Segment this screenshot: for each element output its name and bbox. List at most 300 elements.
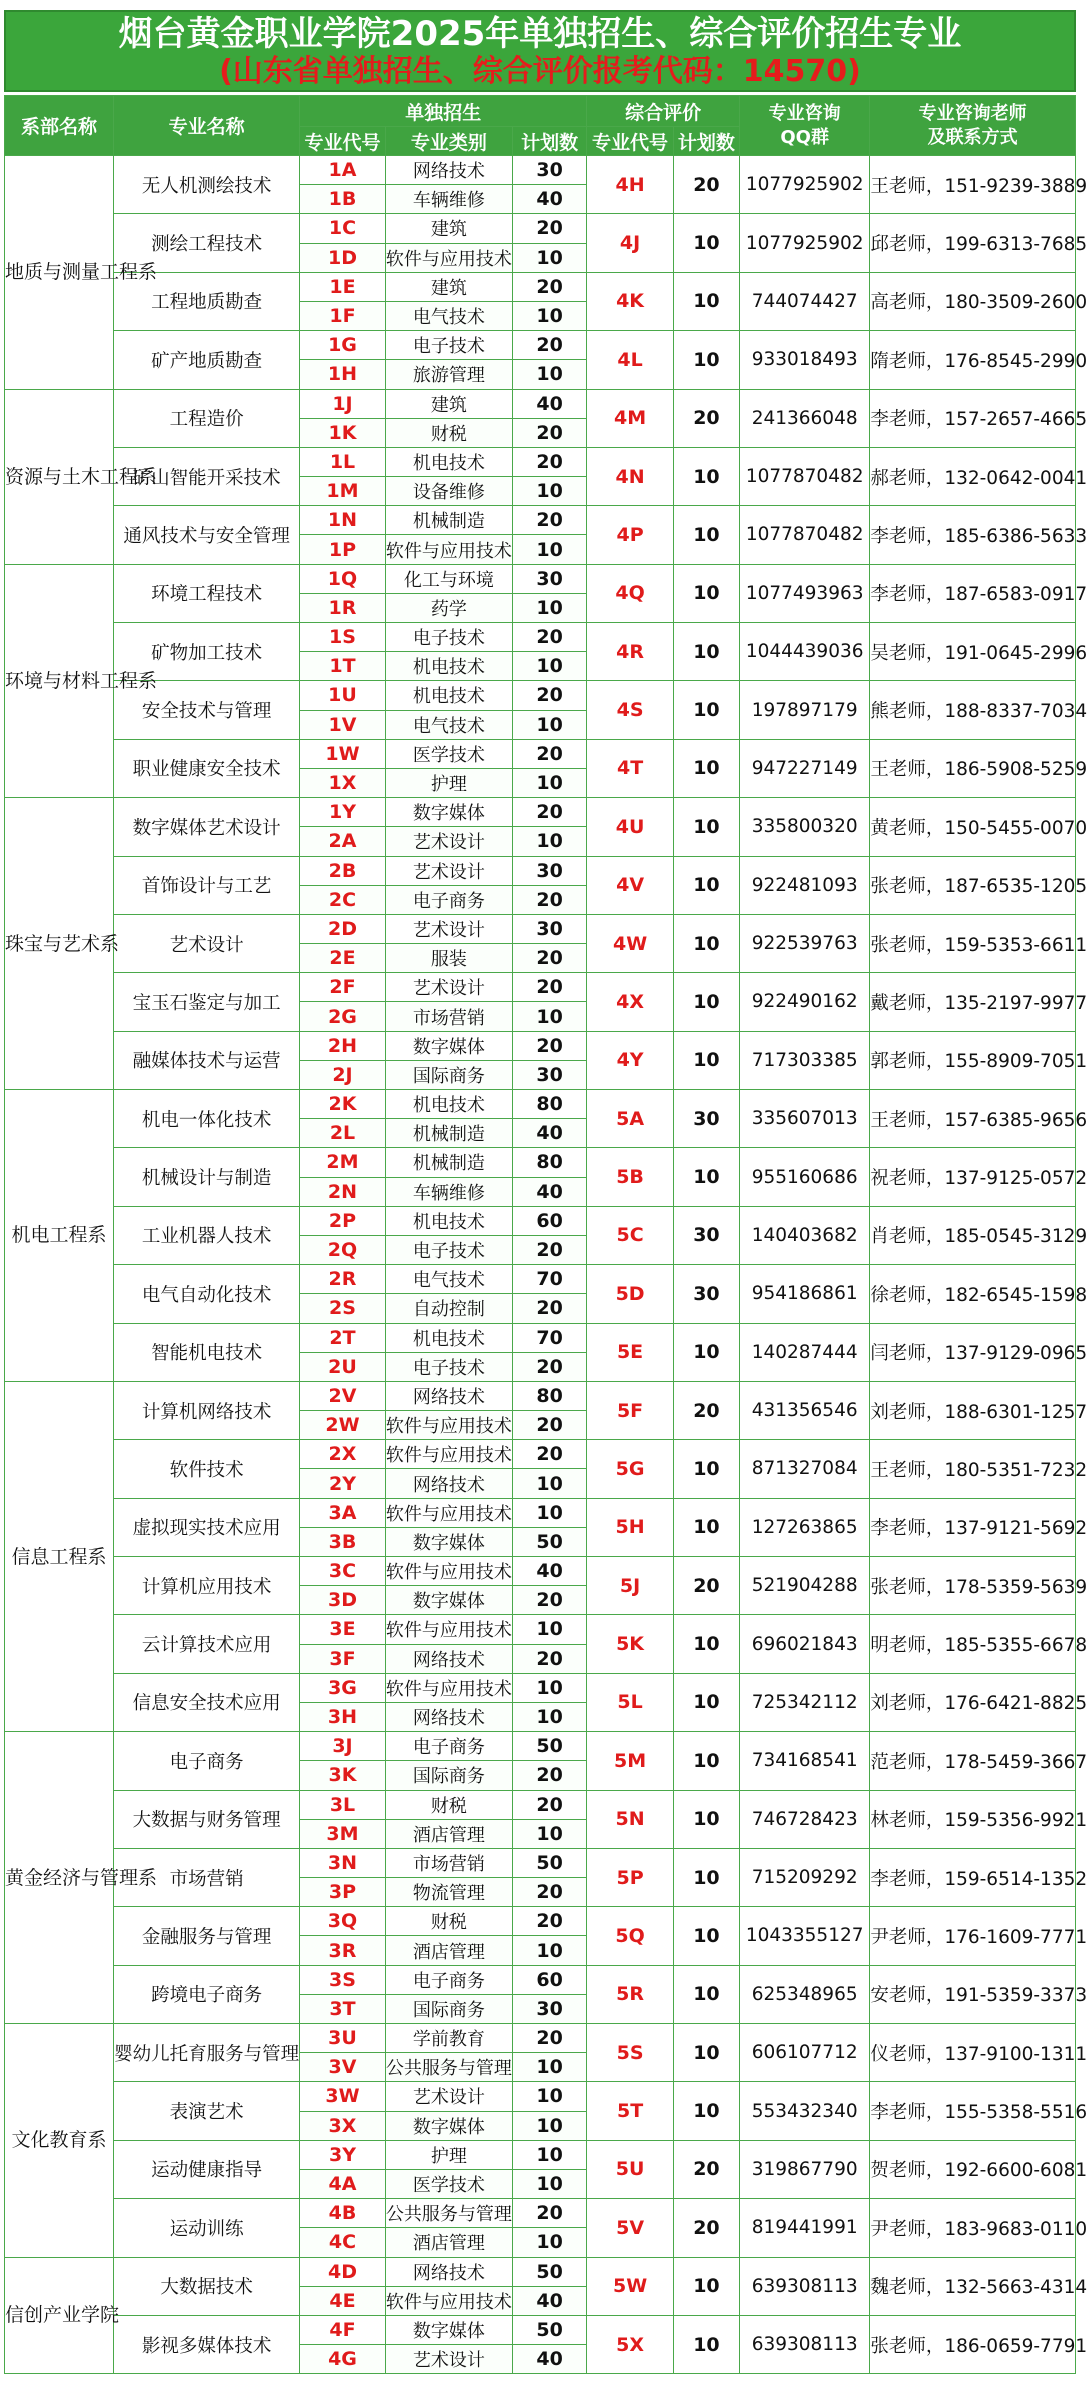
comp-code: 5P (587, 1848, 674, 1906)
single-plan: 20 (512, 1031, 586, 1060)
comp-code: 5J (587, 1557, 674, 1615)
single-plan: 60 (512, 1206, 586, 1235)
comp-plan: 10 (673, 798, 739, 856)
col-dept: 系部名称 (5, 96, 114, 156)
col-teacher (870, 96, 1076, 156)
table-row (5, 2199, 1076, 2228)
comp-code: 5G (587, 1440, 674, 1498)
teacher-contact: 黄老师，150-5455-0070 (870, 798, 1076, 856)
single-code: 4C (300, 2228, 386, 2257)
single-category: 机械制造 (385, 1119, 512, 1148)
page-subtitle: (山东省单独招生、综合评价报考代码：14570) (219, 54, 861, 89)
department-name: 资源与土木工程系 (5, 389, 114, 564)
teacher-contact: 郝老师，132-0642-0041 (870, 447, 1076, 505)
comp-plan: 20 (673, 1381, 739, 1439)
single-code: 3N (300, 1848, 386, 1877)
single-category: 软件与应用技术 (385, 1411, 512, 1440)
single-code: 3M (300, 1819, 386, 1848)
single-category: 网络技术 (385, 156, 512, 185)
single-plan: 10 (512, 2169, 586, 2198)
major-name: 运动健康指导 (113, 2140, 299, 2198)
comp-plan: 10 (673, 447, 739, 505)
qq-group: 725342112 (740, 1673, 870, 1731)
qq-group: 140403682 (740, 1206, 870, 1264)
single-plan: 50 (512, 2257, 586, 2286)
single-code: 2V (300, 1381, 386, 1410)
comp-plan: 10 (673, 564, 739, 622)
single-code: 3E (300, 1615, 386, 1644)
comp-plan: 10 (673, 914, 739, 972)
single-code: 2D (300, 914, 386, 943)
single-code: 1S (300, 623, 386, 652)
single-plan: 10 (512, 2140, 586, 2169)
table-row (5, 564, 1076, 593)
single-plan: 20 (512, 885, 586, 914)
qq-group: 1077925902 (740, 214, 870, 272)
major-name: 电气自动化技术 (113, 1265, 299, 1323)
comp-plan: 10 (673, 623, 739, 681)
table-row (5, 914, 1076, 943)
single-plan: 10 (512, 1819, 586, 1848)
department-name: 信创产业学院 (5, 2257, 114, 2374)
comp-code: 5E (587, 1323, 674, 1381)
col-single-code: 专业代号 (300, 127, 386, 156)
teacher-contact: 徐老师，182-6545-1598 (870, 1265, 1076, 1323)
single-code: 2U (300, 1352, 386, 1381)
teacher-contact: 张老师，186-0659-7791 (870, 2315, 1076, 2373)
single-code: 3Q (300, 1907, 386, 1936)
comp-code: 5D (587, 1265, 674, 1323)
teacher-contact: 王老师，151-9239-3889 (870, 156, 1076, 214)
major-name: 云计算技术应用 (113, 1615, 299, 1673)
single-category: 建筑 (385, 272, 512, 301)
single-code: 1Q (300, 564, 386, 593)
single-code: 2A (300, 827, 386, 856)
qq-group: 717303385 (740, 1031, 870, 1089)
teacher-contact: 安老师，191-5359-3373 (870, 1965, 1076, 2023)
major-name: 融媒体技术与运营 (113, 1031, 299, 1089)
single-code: 4E (300, 2286, 386, 2315)
qq-group: 696021843 (740, 1615, 870, 1673)
single-plan: 30 (512, 914, 586, 943)
comp-plan: 10 (673, 1031, 739, 1089)
comp-plan: 20 (673, 2140, 739, 2198)
comp-plan: 10 (673, 1673, 739, 1731)
major-name: 矿山智能开采技术 (113, 447, 299, 505)
admissions-table (4, 95, 1087, 2374)
department-name: 信息工程系 (5, 1381, 114, 1731)
teacher-contact: 张老师，178-5359-5639 (870, 1557, 1076, 1615)
comp-code: 4Y (587, 1031, 674, 1089)
qq-group: 922539763 (740, 914, 870, 972)
major-name: 跨境电子商务 (113, 1965, 299, 2023)
comp-code: 4V (587, 856, 674, 914)
major-name: 通风技术与安全管理 (113, 506, 299, 564)
single-plan: 20 (512, 506, 586, 535)
single-plan: 20 (512, 1235, 586, 1264)
single-code: 3T (300, 1994, 386, 2023)
major-name: 工程造价 (113, 389, 299, 447)
single-plan: 10 (512, 2082, 586, 2111)
comp-plan: 10 (673, 973, 739, 1031)
qq-group: 871327084 (740, 1440, 870, 1498)
teacher-contact: 李老师，187-6583-0917 (870, 564, 1076, 622)
single-category: 电子商务 (385, 885, 512, 914)
col-major: 专业名称 (113, 96, 299, 156)
qq-group: 319867790 (740, 2140, 870, 2198)
single-code: 1V (300, 710, 386, 739)
single-plan: 70 (512, 1265, 586, 1294)
single-plan: 10 (512, 360, 586, 389)
single-code: 1D (300, 243, 386, 272)
single-plan: 20 (512, 1878, 586, 1907)
col-teacher-line2: 及联系方式 (927, 126, 1018, 148)
department-name: 机电工程系 (5, 1090, 114, 1382)
single-code: 3J (300, 1732, 386, 1761)
single-category: 自动控制 (385, 1294, 512, 1323)
comp-plan: 20 (673, 1557, 739, 1615)
major-name: 大数据技术 (113, 2257, 299, 2315)
single-category: 机电技术 (385, 1206, 512, 1235)
single-code: 1J (300, 389, 386, 418)
single-category: 旅游管理 (385, 360, 512, 389)
single-category: 艺术设计 (385, 914, 512, 943)
single-code: 2Y (300, 1469, 386, 1498)
major-name: 无人机测绘技术 (113, 156, 299, 214)
qq-group: 1043355127 (740, 1907, 870, 1965)
single-category: 网络技术 (385, 1644, 512, 1673)
single-code: 2G (300, 1002, 386, 1031)
single-category: 数字媒体 (385, 1031, 512, 1060)
qq-group: 955160686 (740, 1148, 870, 1206)
single-category: 护理 (385, 768, 512, 797)
major-name: 安全技术与管理 (113, 681, 299, 739)
single-code: 1U (300, 681, 386, 710)
single-category: 电子技术 (385, 1352, 512, 1381)
col-single-group: 单独招生 (300, 96, 587, 127)
single-code: 2T (300, 1323, 386, 1352)
teacher-contact: 刘老师，188-6301-1257 (870, 1381, 1076, 1439)
table-row (5, 2315, 1076, 2344)
teacher-contact: 祝老师，137-9125-0572 (870, 1148, 1076, 1206)
single-plan: 10 (512, 301, 586, 330)
single-category: 机械制造 (385, 1148, 512, 1177)
single-category: 软件与应用技术 (385, 1615, 512, 1644)
table-row (5, 2024, 1076, 2053)
teacher-contact: 高老师，180-3509-2600 (870, 272, 1076, 330)
qq-group: 197897179 (740, 681, 870, 739)
single-code: 2R (300, 1265, 386, 1294)
single-plan: 10 (512, 1498, 586, 1527)
comp-code: 5H (587, 1498, 674, 1556)
table-row (5, 1148, 1076, 1177)
single-category: 国际商务 (385, 1060, 512, 1089)
single-category: 酒店管理 (385, 1819, 512, 1848)
major-name: 宝玉石鉴定与加工 (113, 973, 299, 1031)
single-code: 3S (300, 1965, 386, 1994)
single-code: 2M (300, 1148, 386, 1177)
table-row (5, 506, 1076, 535)
qq-group: 1077925902 (740, 156, 870, 214)
teacher-contact: 闫老师，137-9129-0965 (870, 1323, 1076, 1381)
single-plan: 10 (512, 477, 586, 506)
table-row (5, 1381, 1076, 1410)
qq-group: 933018493 (740, 331, 870, 389)
single-code: 2C (300, 885, 386, 914)
single-code: 2F (300, 973, 386, 1002)
single-code: 2X (300, 1440, 386, 1469)
table-row (5, 1440, 1076, 1469)
qq-group: 606107712 (740, 2024, 870, 2082)
single-code: 4F (300, 2315, 386, 2344)
single-category: 电气技术 (385, 710, 512, 739)
single-plan: 30 (512, 856, 586, 885)
single-category: 车辆维修 (385, 185, 512, 214)
single-code: 2E (300, 944, 386, 973)
single-plan: 70 (512, 1323, 586, 1352)
table-row (5, 272, 1076, 301)
single-category: 公共服务与管理 (385, 2053, 512, 2082)
single-plan: 10 (512, 2053, 586, 2082)
teacher-contact: 林老师，159-5356-9921 (870, 1790, 1076, 1848)
comp-code: 4U (587, 798, 674, 856)
table-row (5, 1848, 1076, 1877)
single-category: 车辆维修 (385, 1177, 512, 1206)
single-plan: 20 (512, 1411, 586, 1440)
single-category: 电气技术 (385, 1265, 512, 1294)
single-code: 3V (300, 2053, 386, 2082)
qq-group: 553432340 (740, 2082, 870, 2140)
table-row (5, 1206, 1076, 1235)
single-plan: 10 (512, 2228, 586, 2257)
table-row (5, 389, 1076, 418)
single-code: 1A (300, 156, 386, 185)
teacher-contact: 尹老师，183-9683-0110 (870, 2199, 1076, 2257)
comp-code: 4R (587, 623, 674, 681)
single-code: 1T (300, 652, 386, 681)
single-category: 艺术设计 (385, 973, 512, 1002)
single-code: 4A (300, 2169, 386, 2198)
single-plan: 20 (512, 447, 586, 476)
qq-group: 947227149 (740, 739, 870, 797)
single-category: 软件与应用技术 (385, 1440, 512, 1469)
single-code: 3U (300, 2024, 386, 2053)
comp-code: 5M (587, 1732, 674, 1790)
single-category: 电子技术 (385, 623, 512, 652)
single-plan: 20 (512, 331, 586, 360)
teacher-contact: 刘老师，176-6421-8825 (870, 1673, 1076, 1731)
major-name: 计算机网络技术 (113, 1381, 299, 1439)
teacher-contact: 肖老师，185-0545-3129 (870, 1206, 1076, 1264)
department-name: 地质与测量工程系 (5, 156, 114, 390)
comp-plan: 10 (673, 1848, 739, 1906)
single-category: 医学技术 (385, 2169, 512, 2198)
comp-plan: 20 (673, 156, 739, 214)
single-category: 网络技术 (385, 2257, 512, 2286)
single-code: 3R (300, 1936, 386, 1965)
comp-plan: 20 (673, 2199, 739, 2257)
single-code: 2B (300, 856, 386, 885)
table-row (5, 1498, 1076, 1527)
teacher-contact: 贺老师，192-6600-6081 (870, 2140, 1076, 2198)
single-plan: 20 (512, 798, 586, 827)
table-row (5, 1732, 1076, 1761)
single-category: 机械制造 (385, 506, 512, 535)
comp-code: 5C (587, 1206, 674, 1264)
teacher-contact: 戴老师，135-2197-9977 (870, 973, 1076, 1031)
comp-code: 5V (587, 2199, 674, 2257)
single-plan: 10 (512, 593, 586, 622)
table-row (5, 1790, 1076, 1819)
single-code: 1X (300, 768, 386, 797)
single-category: 数字媒体 (385, 2315, 512, 2344)
single-code: 1M (300, 477, 386, 506)
teacher-contact: 魏老师，132-5663-4314 (870, 2257, 1076, 2315)
single-category: 电子技术 (385, 1235, 512, 1264)
single-plan: 80 (512, 1090, 586, 1119)
single-category: 服装 (385, 944, 512, 973)
single-category: 艺术设计 (385, 2082, 512, 2111)
major-name: 电子商务 (113, 1732, 299, 1790)
major-name: 大数据与财务管理 (113, 1790, 299, 1848)
single-category: 网络技术 (385, 1381, 512, 1410)
comp-plan: 10 (673, 272, 739, 330)
single-plan: 20 (512, 1790, 586, 1819)
teacher-contact: 尹老师，176-1609-7771 (870, 1907, 1076, 1965)
single-code: 1H (300, 360, 386, 389)
single-code: 3G (300, 1673, 386, 1702)
single-category: 艺术设计 (385, 856, 512, 885)
single-plan: 20 (512, 1586, 586, 1615)
single-code: 1C (300, 214, 386, 243)
qq-group: 241366048 (740, 389, 870, 447)
single-code: 3Y (300, 2140, 386, 2169)
qq-group: 922490162 (740, 973, 870, 1031)
teacher-contact: 李老师，185-6386-5633 (870, 506, 1076, 564)
single-code: 1W (300, 739, 386, 768)
single-code: 2L (300, 1119, 386, 1148)
single-category: 医学技术 (385, 739, 512, 768)
comp-code: 4H (587, 156, 674, 214)
single-code: 2Q (300, 1235, 386, 1264)
major-name: 矿物加工技术 (113, 623, 299, 681)
single-category: 机电技术 (385, 1323, 512, 1352)
single-code: 3H (300, 1702, 386, 1731)
single-plan: 20 (512, 214, 586, 243)
single-code: 1R (300, 593, 386, 622)
single-category: 化工与环境 (385, 564, 512, 593)
comp-plan: 10 (673, 331, 739, 389)
single-category: 数字媒体 (385, 2111, 512, 2140)
col-qq-line1: 专业咨询 (768, 102, 841, 124)
major-name: 数字媒体艺术设计 (113, 798, 299, 856)
single-category: 软件与应用技术 (385, 1673, 512, 1702)
major-name: 矿产地质勘查 (113, 331, 299, 389)
single-plan: 10 (512, 1702, 586, 1731)
qq-group: 746728423 (740, 1790, 870, 1848)
table-row (5, 2257, 1076, 2286)
single-code: 3A (300, 1498, 386, 1527)
comp-plan: 10 (673, 2257, 739, 2315)
table-row (5, 2082, 1076, 2111)
header-banner (4, 10, 1076, 92)
single-category: 物流管理 (385, 1878, 512, 1907)
col-single-plan: 计划数 (512, 127, 586, 156)
single-category: 护理 (385, 2140, 512, 2169)
single-plan: 40 (512, 2345, 586, 2374)
single-category: 建筑 (385, 214, 512, 243)
qq-group: 1077493963 (740, 564, 870, 622)
single-category: 机电技术 (385, 652, 512, 681)
teacher-contact: 李老师，159-6514-1352 (870, 1848, 1076, 1906)
comp-code: 4K (587, 272, 674, 330)
col-single-cat: 专业类别 (385, 127, 512, 156)
comp-plan: 10 (673, 739, 739, 797)
major-name: 影视多媒体技术 (113, 2315, 299, 2373)
comp-code: 4L (587, 331, 674, 389)
qq-group: 639308113 (740, 2257, 870, 2315)
qq-group: 335607013 (740, 1090, 870, 1148)
teacher-contact: 邱老师，199-6313-7685 (870, 214, 1076, 272)
col-comp-group: 综合评价 (587, 96, 740, 127)
department-name: 黄金经济与管理系 (5, 1732, 114, 2024)
single-code: 1Y (300, 798, 386, 827)
single-plan: 10 (512, 1469, 586, 1498)
single-code: 1E (300, 272, 386, 301)
major-name: 机电一体化技术 (113, 1090, 299, 1148)
comp-plan: 10 (673, 856, 739, 914)
major-name: 表演艺术 (113, 2082, 299, 2140)
comp-code: 5F (587, 1381, 674, 1439)
major-name: 运动训练 (113, 2199, 299, 2257)
single-category: 网络技术 (385, 1469, 512, 1498)
table-row (5, 623, 1076, 652)
comp-code: 5W (587, 2257, 674, 2315)
comp-code: 4S (587, 681, 674, 739)
single-plan: 60 (512, 1965, 586, 1994)
single-plan: 80 (512, 1148, 586, 1177)
single-category: 机电技术 (385, 681, 512, 710)
table-row (5, 1323, 1076, 1352)
table-row (5, 447, 1076, 476)
teacher-contact: 王老师，186-5908-5259 (870, 739, 1076, 797)
comp-plan: 10 (673, 2315, 739, 2373)
single-category: 酒店管理 (385, 2228, 512, 2257)
single-plan: 30 (512, 564, 586, 593)
single-plan: 20 (512, 1294, 586, 1323)
single-category: 建筑 (385, 389, 512, 418)
major-name: 首饰设计与工艺 (113, 856, 299, 914)
single-plan: 50 (512, 1732, 586, 1761)
single-plan: 40 (512, 1177, 586, 1206)
single-plan: 20 (512, 739, 586, 768)
single-code: 2K (300, 1090, 386, 1119)
col-teacher-line1: 专业咨询老师 (918, 102, 1027, 124)
qq-group: 431356546 (740, 1381, 870, 1439)
single-code: 1L (300, 447, 386, 476)
table-row (5, 1615, 1076, 1644)
qq-group: 715209292 (740, 1848, 870, 1906)
single-code: 4G (300, 2345, 386, 2374)
teacher-contact: 李老师，157-2657-4665 (870, 389, 1076, 447)
single-category: 国际商务 (385, 1761, 512, 1790)
qq-group: 1077870482 (740, 506, 870, 564)
single-category: 网络技术 (385, 1702, 512, 1731)
single-code: 3K (300, 1761, 386, 1790)
table-row (5, 1907, 1076, 1936)
major-name: 信息安全技术应用 (113, 1673, 299, 1731)
single-plan: 20 (512, 1644, 586, 1673)
